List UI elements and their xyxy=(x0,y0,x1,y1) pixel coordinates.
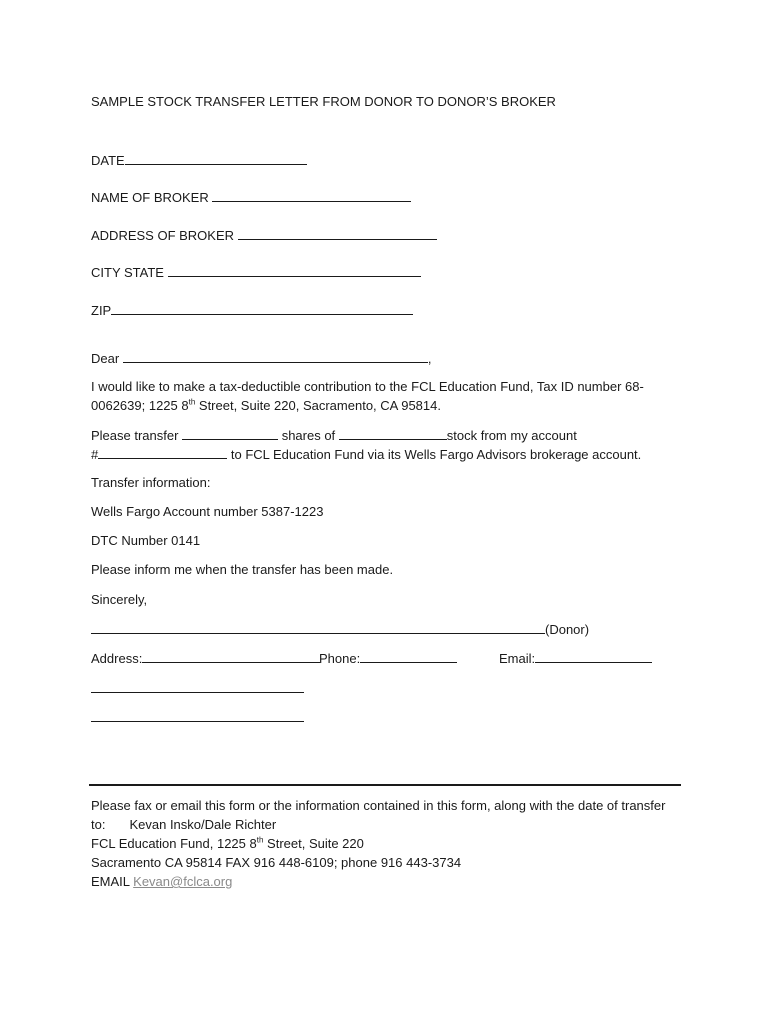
date-field[interactable] xyxy=(91,152,307,169)
footer-superscript: th xyxy=(256,835,264,845)
dear-blank[interactable] xyxy=(123,350,428,363)
phone-label: Phone: xyxy=(319,651,361,666)
footer-address-b: Street, Suite 220 xyxy=(263,836,364,851)
footer-divider xyxy=(89,784,681,786)
account-number-blank[interactable] xyxy=(98,446,227,459)
email-prefix: EMAIL xyxy=(91,874,130,889)
email-field[interactable] xyxy=(499,650,652,667)
salutation-line[interactable] xyxy=(91,350,431,367)
to-fund-label: to FCL Education Fund via its Wells Fargo Advisors brokerage account. xyxy=(230,447,642,462)
shares-of-label: shares of xyxy=(281,428,336,443)
intro-address-a: 0062639; 1225 8 xyxy=(91,398,189,413)
date-label: DATE xyxy=(91,153,125,168)
hash-label: # xyxy=(91,447,99,462)
address-label: Address: xyxy=(91,651,143,666)
phone-field[interactable] xyxy=(319,650,457,667)
wells-fargo-account: Wells Fargo Account number 5387-1223 xyxy=(91,504,324,519)
sincerely: Sincerely, xyxy=(91,592,148,607)
address-field[interactable] xyxy=(91,650,320,667)
transfer-line-2[interactable] xyxy=(91,446,641,463)
intro-line-1: I would like to make a tax-deductible contribution to the FCL Education Fund, Tax ID number 68- xyxy=(91,379,644,394)
shares-count-blank[interactable] xyxy=(182,427,278,440)
please-transfer-label: Please transfer xyxy=(91,428,179,443)
footer-recipient xyxy=(91,817,276,833)
email-link[interactable]: Kevan@fclca.org xyxy=(133,874,233,889)
zip-blank[interactable] xyxy=(111,302,413,315)
signature-blank[interactable] xyxy=(91,621,545,634)
transfer-line-1[interactable] xyxy=(91,427,577,444)
footer-email-line xyxy=(91,874,232,890)
city-state-field[interactable] xyxy=(91,264,421,281)
zip-field[interactable] xyxy=(91,302,413,319)
city-state-label: CITY STATE xyxy=(91,265,164,280)
broker-address-field[interactable] xyxy=(91,227,437,244)
broker-address-blank[interactable] xyxy=(238,227,437,240)
broker-name-blank[interactable] xyxy=(212,189,411,202)
transfer-info-heading: Transfer information: xyxy=(91,475,211,490)
date-blank[interactable] xyxy=(125,152,307,165)
footer-instruction: Please fax or email this form or the information contained in this form, along with the date of transfer xyxy=(91,798,666,813)
zip-label: ZIP xyxy=(91,303,112,318)
donor-label: (Donor) xyxy=(545,622,590,637)
to-label: to: xyxy=(91,817,106,832)
email-blank[interactable] xyxy=(535,650,652,663)
address-extra-line-2[interactable] xyxy=(91,721,304,722)
broker-name-label: NAME OF BROKER xyxy=(91,190,209,205)
recipient-names: Kevan Insko/Dale Richter xyxy=(129,817,277,832)
intro-address-b: Street, Suite 220, Sacramento, CA 95814. xyxy=(195,398,441,413)
address-extra-line-1[interactable] xyxy=(91,692,304,693)
dear-label: Dear xyxy=(91,351,120,366)
intro-superscript: th xyxy=(188,397,196,407)
stock-name-blank[interactable] xyxy=(339,427,447,440)
dear-comma: , xyxy=(427,351,432,366)
address-blank[interactable] xyxy=(142,650,320,663)
intro-line-2 xyxy=(91,398,441,414)
dtc-number: DTC Number 0141 xyxy=(91,533,201,548)
footer-address-a: FCL Education Fund, 1225 8 xyxy=(91,836,257,851)
inform-request: Please inform me when the transfer has been made. xyxy=(91,562,394,577)
broker-name-field[interactable] xyxy=(91,189,411,206)
donor-signature-line[interactable] xyxy=(91,621,589,638)
phone-blank[interactable] xyxy=(360,650,457,663)
page-title: SAMPLE STOCK TRANSFER LETTER FROM DONOR TO DONOR’S BROKER xyxy=(91,94,556,109)
broker-address-label: ADDRESS OF BROKER xyxy=(91,228,235,243)
footer-city-fax-phone: Sacramento CA 95814 FAX 916 448-6109; phone 916 443-3734 xyxy=(91,855,462,870)
city-state-blank[interactable] xyxy=(168,264,421,277)
footer-address xyxy=(91,836,364,852)
stock-from-label: stock from my account xyxy=(446,428,577,443)
email-label: Email: xyxy=(499,651,536,666)
